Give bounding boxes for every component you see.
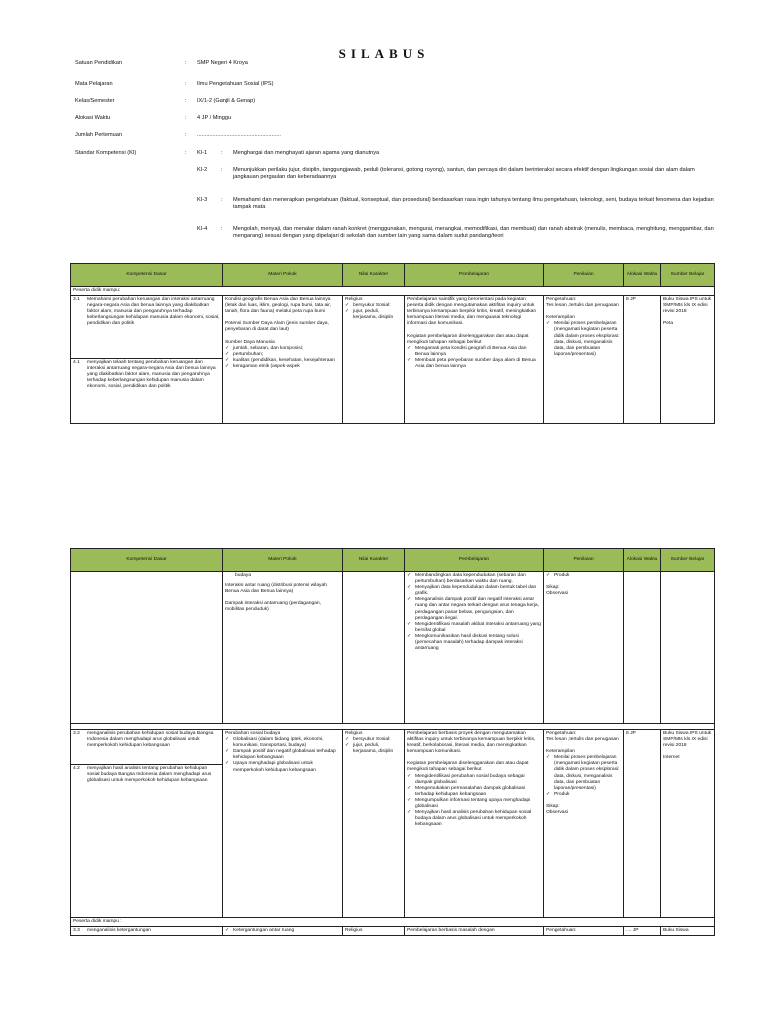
nilai-cell xyxy=(343,572,405,724)
table-row xyxy=(71,572,715,724)
ki-text: Memahami dan menerapkan pengetahuan (faktual, konseptual, dan prosedural) berdasarkan rasa ingin tahunya tentang ilmu pengetahuan, teknologi, seni, budaya terkait fenomena dan kejadian tampak mata xyxy=(233,197,714,210)
alokasi-cell: 8 JP xyxy=(624,730,661,918)
header-kompetensi-dasar: Kompetensi Dasar xyxy=(71,549,223,572)
meta-value: ...................................................... xyxy=(197,132,281,138)
table-header-row xyxy=(71,264,715,287)
kd-cell xyxy=(71,927,223,936)
meta-label: Alokasi Waktu xyxy=(75,115,111,121)
materi-cell: budaya Interaksi antar ruang (distribusi potensi wilayah Benua Asia dan Benua lainnya) Dampak interaksi antarruang (perdagangan, mobilitas penduduk) xyxy=(223,572,343,724)
meta-value: SMP Negeri 4 Kroya xyxy=(197,60,248,66)
meta-value: Ilmu Pengetahuan Sosial (IPS) xyxy=(197,81,274,87)
alokasi-cell: .... JP xyxy=(624,927,661,936)
ki-code: KI-1 xyxy=(197,150,208,156)
ki-label: Standar Kompetensi (KI) xyxy=(75,150,137,156)
pembelajaran-cell: ✓ Membandingkan data kependudukan (sebaran dan pertumbuhan) berdasarkan waktu dan ruang. ✓ Menyajikan data kependudukan dalam bentuk tabel dan grafik. ✓ Menganalisis dampak positif dan negatif interaksi antar ruang dan antar negara terkait dengan arus tenaga kerja, perdagangan pasar bebas, pengungsian, dan perdagangan ilegal. ✓ Mengidentifikasi masalah akibat interaksi antarruang yang bersifat global ✓ Mengkomunikasikan hasil diskusi tentang solusi (pemecahan masalah) terhadap dampak interaksi antarruang xyxy=(405,572,544,724)
kd-3-1: 3.1 Memahami perubahan keruangan dan interaksi antarruang negara-negara Asia dan benua lainnya yang diakibatkan faktor alam, manusia dan pengaruhnya terhadap keberlangsungan kehidupan manusia dalam ekonomi, sosial, pendidikan dan politik xyxy=(71,296,222,359)
header-materi-pokok: Materi Pokok xyxy=(223,549,343,572)
table-row xyxy=(71,730,715,918)
kd-cell xyxy=(71,296,223,424)
ki-code: KI-2 xyxy=(197,167,208,173)
ki-code: KI-4 xyxy=(197,226,208,232)
header-nilai-karakter: Nilai Karakter xyxy=(343,549,405,572)
sumber-cell: Buku Siswa xyxy=(661,927,715,936)
meta-label: Jumlah Pertemuan xyxy=(75,132,122,138)
materi-cell: ✓ Ketergantungan antar ruang xyxy=(223,927,343,936)
penilaian-cell: Pengetahuan: Tes lesan ,tertulis dan penugasan Keterampilan ✓ Menilai proses pembelajaran (mengamati kegiatan peserta didik dalam proses eksplorasi: data, diskusi, menganalisis data, dan pembuatan laporan/presentasi) ✓ Produk Sikap: Observasi xyxy=(544,730,624,918)
kd-4-2: 4.2 menyajikan hasil analisis tentang perubahan kehidupan sosial budaya Bangsa Indonesia dalam menghadapi arus globalisasi untuk memperkokoh kehidupan kebangsaan xyxy=(73,766,212,784)
table-row xyxy=(71,296,715,424)
nilai-cell: Religius ✓ bersyukur Sosial: ✓ jujur, peduli, kerjasama, disiplin xyxy=(343,296,405,424)
nilai-cell: Religius xyxy=(343,927,405,936)
sumber-cell: Buku Siswa IPS untuk SMP/Mts kls IX edisi revisi 2018 Peta xyxy=(661,296,715,424)
ki-text: Menghargai dan menghayati ajaran agama yang dianutnya xyxy=(233,150,380,156)
section-label: Peserta didik mampu: xyxy=(71,287,715,296)
section-label: Peserta didik mampu : xyxy=(71,918,715,927)
alokasi-cell xyxy=(624,572,661,724)
syllabus-table-2 xyxy=(70,548,715,936)
kd-cell xyxy=(71,730,223,918)
document-title: SILABUS xyxy=(338,46,430,61)
pembelajaran-cell: Pembelajaran berbasis proyek dengan mengutamakan aktifitas inquiry untuk terbinanya kemampuan berpikir kritis, kreatif, berkolaborasi, literasi media, dan meningkatkan kemampuan komunikasi. Kegiatan pembelajaran diselenggarakan dan atau dapat mengikuti tahapan sebagai berikut ✓ Mengidentifikasi perubahan sosial budaya sebagai dampak globalisasi ✓ Mengemukakan permasalahan dampak globalisasi terhadap kehidupan kebangsaan ✓ Mengumpulkan informasi tentang upaya menghadapi globalisasi ✓ Menyajikan hasil analisis perubahan kehidupan sosial budaya dalam arus globalisasi untuk memperkokoh kebangsaan xyxy=(405,730,544,918)
ki-text: Menunjukkan perilaku jujur, disiplin, tanggungjawab, peduli (toleransi, gotong royong), santun, dan percaya diri dalam berinteraksi secara efektif dengan lingkungan sosial dan alam dalam jangkauan pergaulan dan keberadaannya xyxy=(233,167,695,180)
materi-list: ✓ jumlah, sebaran, dan komposisi; ✓ pertumbuhan; ✓ kualitas (pendidikan, kesehatan, kesejahteraan ✓ keragaman etnik (aspek-aspek xyxy=(225,346,340,370)
meta-label: Kelas/Semester xyxy=(75,98,115,104)
header-penilaian: Penilaian xyxy=(544,549,624,572)
ki-text: Mengolah, menyaji, dan menalar dalam ranah konkret (menggunakan, mengurai, merangkai, memodifikasi, dan membuat) dan ranah abstrak (menulis, membaca, menghitung, menggambar, dan mengarang) sesuai dengan yang dipelajari di sekolah dan sumber lain yang sama dalam sudut pandang/teori xyxy=(233,226,714,239)
nilai-cell: Religius ✓ bersyukur Sosial: ✓ jujur, peduli, kerjasama, disiplin xyxy=(343,730,405,918)
header-sumber-belajar: Sumber Belajar xyxy=(661,549,715,572)
penilaian-cell: ✓ Produk Sikap: Observasi xyxy=(544,572,624,724)
pembelajaran-cell: Pembelajaran berbasis masalah dengan xyxy=(405,927,544,936)
meta-value: 4 JP / Minggu xyxy=(197,115,232,121)
kd-4-1: 4.1 menyajikan telaah tentang perubahan keruangan dan interaksi antarruang negara-negara Asia dan benua lainnya yang diakibatkan faktor alam, manusia dan pengaruhnya terhadap keberlangsungan kehidupan manusia dalam ekonomi, sosial, pendidikan dan politik xyxy=(73,360,216,390)
header-alokasi-waktu: Alokasi Waktu xyxy=(624,549,661,572)
meta-label: Satuan Pendidikan xyxy=(75,60,122,66)
alokasi-cell: 8 JP xyxy=(624,296,661,424)
header-alokasi-waktu: Alokasi Waktu xyxy=(624,264,661,287)
header-sumber-belajar: Sumber Belajar xyxy=(661,264,715,287)
table-row xyxy=(71,927,715,936)
kd-3-3: 3.3 menganalisis ketergantungan xyxy=(73,928,151,934)
section-label-row xyxy=(71,918,715,927)
meta-label: Mata Pelajaran xyxy=(75,81,113,87)
table-header-row xyxy=(71,549,715,572)
header-pembelajaran: Pembelajaran xyxy=(405,549,544,572)
kd-3-2: 3.2 menganalisis perubahan kehidupan sosial budaya Bangsa Indonesia dalam menghadapi arus globalisasi untuk memperkokoh kehidupan kebangsaan xyxy=(71,730,222,765)
header-materi-pokok: Materi Pokok xyxy=(223,264,343,287)
header-penilaian: Penilaian xyxy=(544,264,624,287)
meta-value: IX/1-2 (Ganjil & Genap) xyxy=(197,98,256,104)
syllabus-table-1 xyxy=(70,263,715,424)
header-nilai-karakter: Nilai Karakter xyxy=(343,264,405,287)
section-label-row xyxy=(71,287,715,296)
kd-cell xyxy=(71,572,223,724)
penilaian-cell: Pengetahuan: xyxy=(544,927,624,936)
penilaian-cell: Pengetahuan: Tes lesan ,tertulis dan penugasan Keterampilan ✓ Menilai proses pembelajaran (mengamati kegiatan peserta didik dalam proses eksplorasi: data, diskusi, menganalisis data, dan pembuatan laporan/presentasi) xyxy=(544,296,624,424)
header-kompetensi-dasar: Kompetensi Dasar xyxy=(71,264,223,287)
sumber-cell: Buku Siswa IPS untuk SMP/Mts kls IX edisi revisi 2018 Internet xyxy=(661,730,715,918)
ki-code: KI-3 xyxy=(197,197,208,203)
materi-cell: Perubahan sosial budaya ✓ Globalisasi (dalam bidang iptek, ekonomi, komunikasi, transportasi, budaya) ✓ Dampak positif dan negatif globalisasi terhadap kehidupan kebangsaan ✓ Upaya menghadapi globalisasi untuk memperkokoh kehidupan kebangsaan xyxy=(223,730,343,918)
materi-cell: Kondisi geografis Benua Asia dan Benua lainnya (letak dan luas, iklim, geologi, rupa bumi, tata air, tanah, flora dan fauna) melalui peta rupa bumi Potensi Sumber Daya Alam (jenis sumber daya, penyebaran di darat dan laut) Sumber Daya Manusia ✓ jumlah, sebaran, dan komposisi; ✓ pertumbuhan; ✓ kualitas (pendidikan, kesehatan, kesejahteraan ✓ keragaman etnik (aspek-aspek xyxy=(223,296,343,424)
pembelajaran-cell: Pembelajaran saintifik yang berorientasi pada kegiatan peserta didik dengan mengutamakan aktifitas inquiry untuk terbinanya kemampuan berpikir kritis, kreatif, meningkatkan kemampuan literasi media, dan menguasai teknologi informasi dan komunikasi. Kegiatan pembelajaran diselenggarakan dan atau dapat mengikuti tahapan sebagai berikut ✓ Mengamati peta kondisi geografi di Benua Asia dan Benua lainnya ✓ Membuat peta penyebaran sumber daya alam di Benua Asia dan benua lainnya xyxy=(405,296,544,424)
header-pembelajaran: Pembelajaran xyxy=(405,264,544,287)
sumber-cell xyxy=(661,572,715,724)
